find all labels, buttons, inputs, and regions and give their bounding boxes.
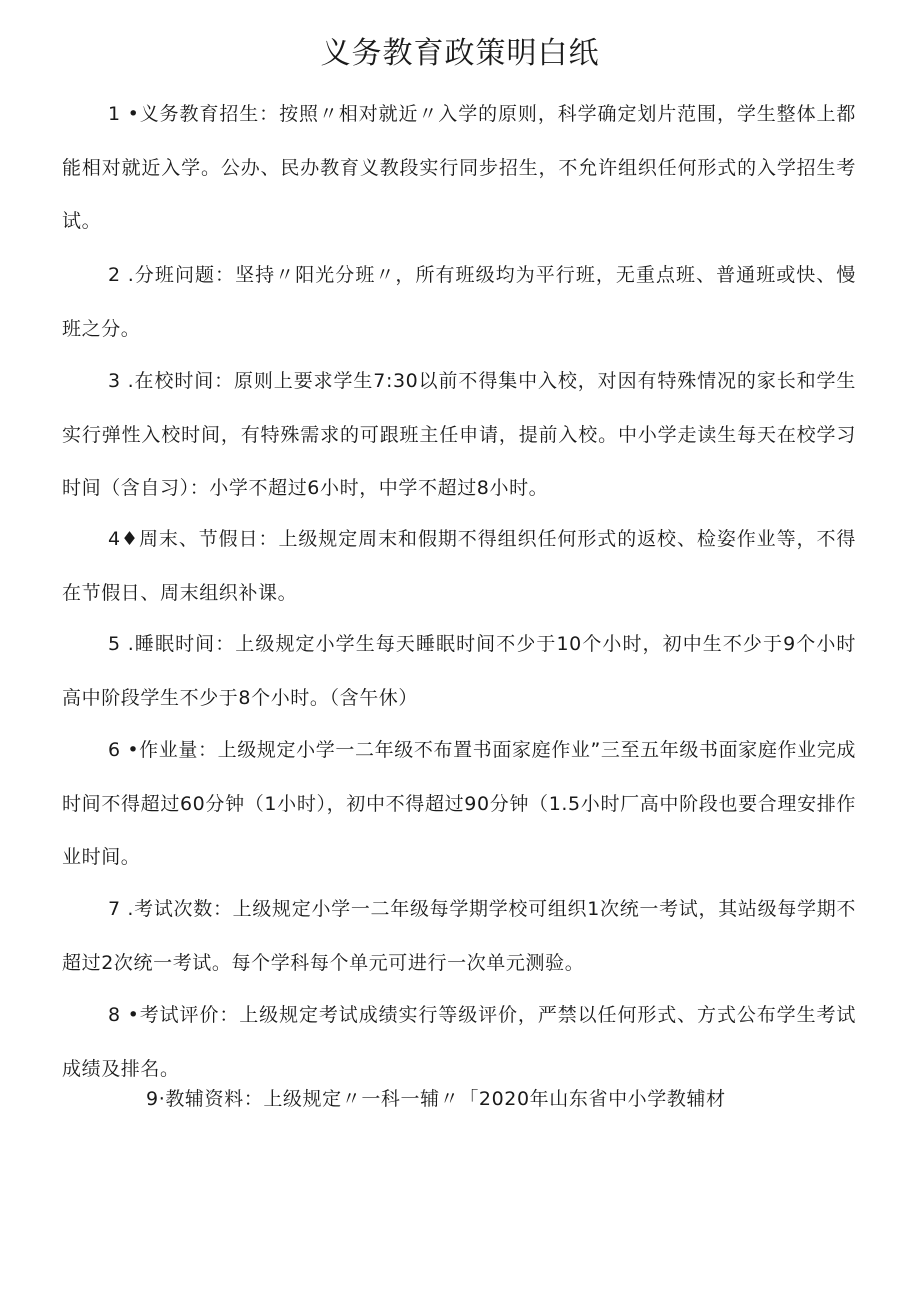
paragraph-4-weekends-holidays: 4♦周末、节假日：上级规定周末和假期不得组织任何形式的返校、检姿作业等，不得在节假日、周末组织补课。 <box>62 528 856 604</box>
paragraph-2-class-assignment: 2 .分班问题：坚持〃阳光分班〃，所有班级均为平行班，无重点班、普通班或快、慢班之分。 <box>62 264 856 340</box>
paragraph-9-teaching-materials: 9·教辅资料：上级规定〃一科一辅〃「2020年山东省中小学教辅材 <box>146 1088 726 1110</box>
document-title: 义务教育政策明白纸 <box>320 36 600 71</box>
paragraph-3-school-hours: 3 .在校时间：原则上要求学生7:30以前不得集中入校，对因有特殊情况的家长和学生实行弹性入校时间，有特殊需求的可跟班主任申请，提前入校。中小学走读生每天在校学习时间（含自习）：小学不超过6小时，中学不超过8小时。 <box>62 370 856 499</box>
paragraph-7-exam-frequency: 7 .考试次数：上级规定小学一二年级每学期学校可组织1次统一考试，其站级每学期不超过2次统一考试。每个学科每个单元可进行一次单元测验。 <box>62 898 856 974</box>
paragraph-6-homework-load: 6 •作业量：上级规定小学一二年级不布置书面家庭作业”三至五年级书面家庭作业完成时间不得超过60分钟（1小时），初中不得超过90分钟（1.5小时厂高中阶段也要合理安排作业时间。 <box>62 739 856 868</box>
paragraph-1-enrollment: 1 •义务教育招生：按照〃相对就近〃入学的原则，科学确定划片范围，学生整体上都能相对就近入学。公办、民办教育义教段实行同步招生，不允许组织任何形式的入学招生考试。 <box>62 103 856 232</box>
paragraph-5-sleep-time: 5 .睡眠时间：上级规定小学生每天睡眠时间不少于10个小时，初中生不少于9个小时高中阶段学生不少于8个小时。（含午休） <box>62 633 856 709</box>
paragraph-8-exam-evaluation: 8 •考试评价：上级规定考试成绩实行等级评价，严禁以任何形式、方式公布学生考试成绩及排名。 <box>62 1004 856 1080</box>
